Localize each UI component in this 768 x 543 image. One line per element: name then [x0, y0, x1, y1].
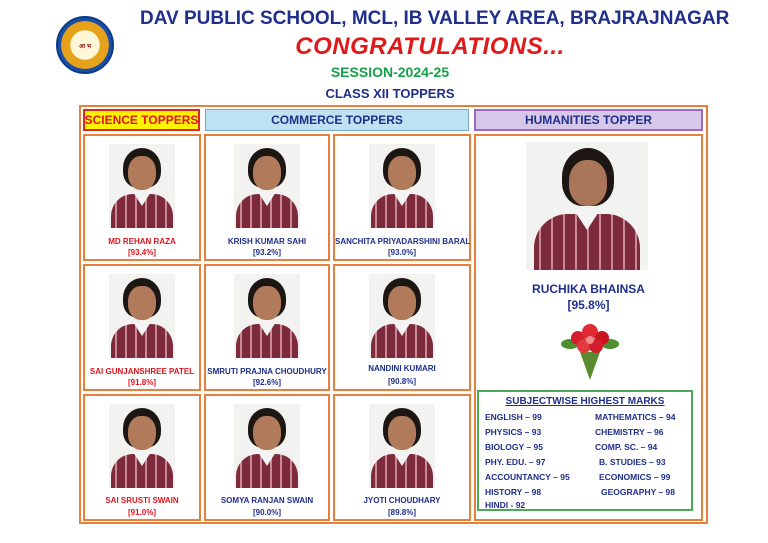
subject-mark: CHEMISTRY – 96: [595, 427, 664, 437]
subject-mark: HISTORY – 98: [485, 487, 542, 497]
logo-text: आ भ: [78, 44, 92, 50]
class-label: CLASS XII TOPPERS: [325, 86, 455, 101]
student-photo: [234, 144, 300, 228]
student-photo: [109, 274, 175, 358]
student-card: [204, 134, 330, 261]
subject-mark: MATHEMATICS – 94: [595, 412, 676, 422]
student-card: [83, 394, 201, 521]
subject-mark: B. STUDIES – 93: [599, 457, 666, 467]
student-percent: [89.8%]: [387, 508, 416, 517]
student-card: [204, 264, 330, 391]
commerce-toppers-header: COMMERCE TOPPERS: [205, 109, 469, 131]
student-name: SAI GUNJANSHREE PATEL: [89, 367, 195, 376]
congratulations-heading: CONGRATULATIONS...: [295, 33, 565, 60]
session-label: SESSION-2024-25: [330, 64, 450, 80]
student-name: SOMYA RANJAN SWAIN: [220, 496, 314, 505]
subject-mark: HINDI - 92: [485, 500, 526, 510]
student-name: SANCHITA PRIYADARSHINI BARAL: [335, 237, 471, 246]
school-logo: [56, 16, 114, 74]
student-card: [83, 264, 201, 391]
student-name: NANDINI KUMARI: [368, 364, 436, 373]
subjectwise-marks-title: SUBJECTWISE HIGHEST MARKS: [505, 396, 665, 407]
student-percent: [90.0%]: [252, 508, 281, 517]
subject-mark: ENGLISH – 99: [485, 412, 542, 422]
student-photo: [109, 404, 175, 488]
student-percent: [93.0%]: [387, 248, 416, 257]
subject-mark: GEOGRAPHY – 98: [601, 487, 676, 497]
student-name: SAI SRUSTI SWAIN: [105, 496, 179, 505]
student-card: [333, 134, 471, 261]
student-card: [83, 134, 201, 261]
student-name: MD REHAN RAZA: [108, 237, 176, 246]
student-card: [333, 264, 471, 391]
subject-mark: BIOLOGY – 95: [485, 442, 543, 452]
student-percent: [91.8%]: [127, 378, 156, 387]
student-photo: [369, 144, 435, 228]
subject-mark: ACCOUNTANCY – 95: [485, 472, 570, 482]
subject-mark: ECONOMICS – 99: [599, 472, 671, 482]
student-percent: [91.0%]: [127, 508, 156, 517]
student-card: [333, 394, 471, 521]
subject-mark: PHY. EDU. – 97: [485, 457, 546, 467]
subject-mark: PHYSICS – 93: [485, 427, 542, 437]
school-name: DAV PUBLIC SCHOOL, MCL, IB VALLEY AREA, BRAJRAJNAGAR: [140, 8, 730, 29]
student-photo: [109, 144, 175, 228]
topper-photo: [526, 142, 648, 270]
topper-percent: [95.8%]: [567, 298, 610, 312]
student-photo: [234, 274, 300, 358]
student-name: SMRUTI PRAJNA CHOUDHURY: [207, 367, 327, 376]
student-percent: [93.4%]: [127, 248, 156, 257]
student-percent: [92.6%]: [252, 378, 281, 387]
student-photo: [234, 404, 300, 488]
topper-name: RUCHIKA BHAINSA: [532, 282, 645, 296]
student-percent: [93.2%]: [252, 248, 281, 257]
student-card: [204, 394, 330, 521]
student-name: KRISH KUMAR SAHI: [227, 237, 307, 246]
humanities-topper-header: HUMANITIES TOPPER: [474, 109, 703, 131]
student-name: JYOTI CHOUDHARY: [363, 496, 441, 505]
student-percent: [90.8%]: [387, 377, 416, 386]
science-toppers-header: SCIENCE TOPPERS: [83, 109, 200, 131]
bouquet-icon: [556, 318, 624, 382]
student-photo: [369, 404, 435, 488]
student-photo: [369, 274, 435, 358]
subjectwise-marks-box: [477, 390, 693, 511]
subject-mark: COMP. SC. – 94: [595, 442, 658, 452]
